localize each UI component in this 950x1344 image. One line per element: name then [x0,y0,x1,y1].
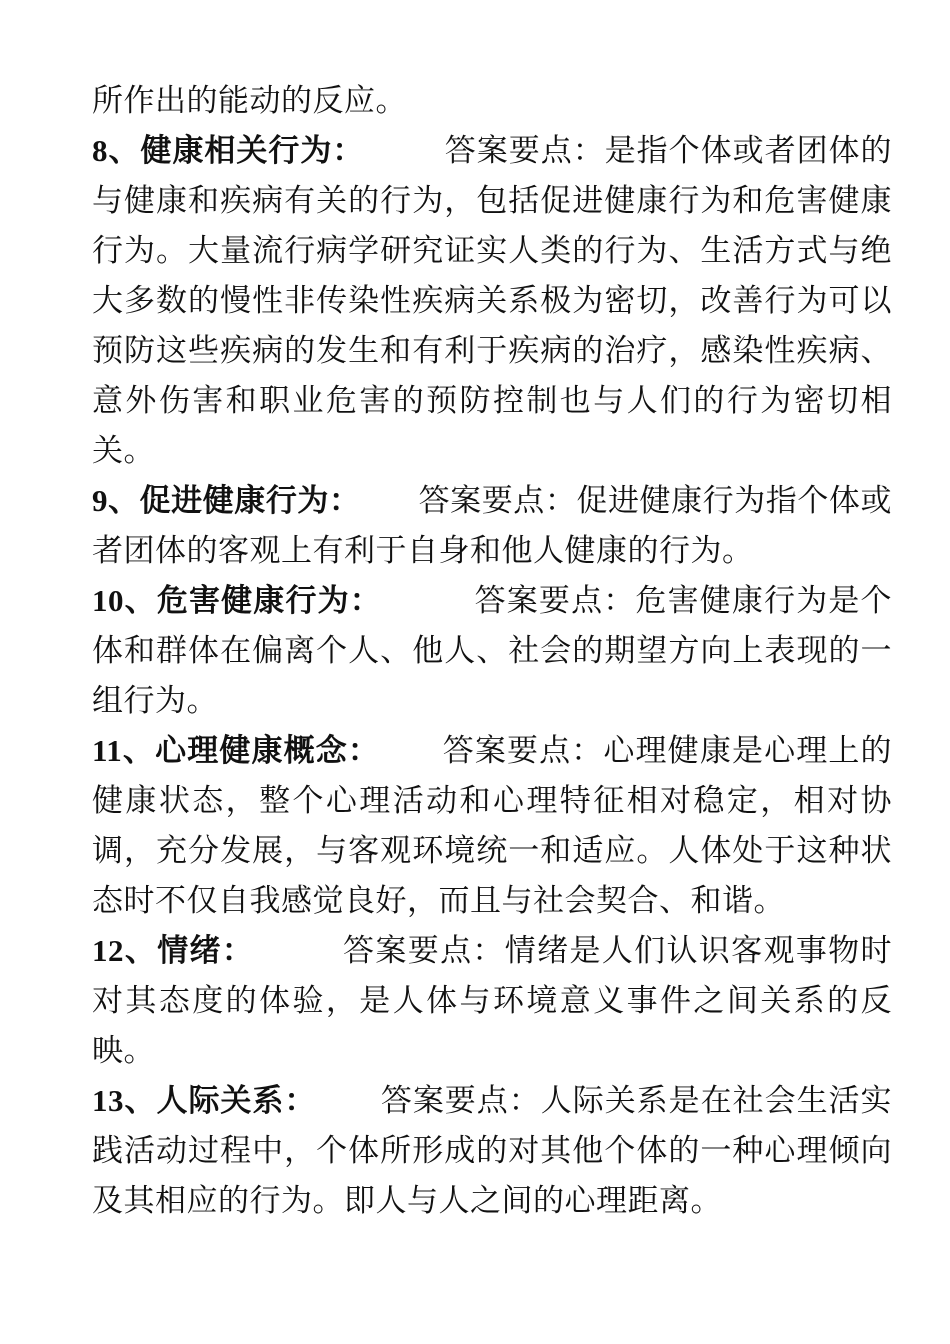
intro-paragraph [92,76,892,126]
item-term: 健康相关行为： [140,133,365,169]
answer-label: 答案要点： [418,483,577,519]
answer-text: 情绪是人们认识客观事物时对其态度的体验，是人体与环境意义事件之间关系的反映。 [92,933,893,1069]
answer-text: 促进健康行为指个体或者团体的客观上有利于自身和他人健康的行为。 [92,483,892,569]
document-page [92,76,892,1226]
item-separator: 、 [124,1083,157,1119]
item-term: 人际关系： [156,1083,317,1119]
item-11 [92,726,892,926]
item-separator: 、 [108,133,141,169]
answer-label: 答案要点： [473,583,636,619]
item-separator: 、 [124,933,158,969]
answer-label: 答案要点： [342,933,505,969]
answer-label: 答案要点： [380,1083,541,1119]
item-number: 9 [92,483,108,518]
item-term: 危害健康行为： [156,583,382,619]
answer-text: 危害健康行为是个体和群体在偏离个人、他人、社会的期望方向上表现的一组行为。 [92,583,893,719]
answer-text: 人际关系是在社会生活实践活动过程中，个体所形成的对其他个体的一种心理倾向及其相应的行为。即人与人之间的心理距离。 [92,1083,893,1219]
answer-text: 是指个体或者团体的与健康和疾病有关的行为，包括促进健康行为和危害健康行为。大量流行病学研究证实人类的行为、生活方式与绝大多数的慢性非传染性疾病关系极为密切，改善行为可以预防这些疾病的发生和有利于疾病的治疗，感染性疾病、意外伤害和职业危害的预防控制也与人们的行为密切相关。 [92,133,893,469]
item-separator: 、 [124,583,157,619]
item-number: 8 [92,133,108,168]
item-10 [92,576,892,726]
item-separator: 、 [108,483,140,519]
answer-label: 答案要点： [444,133,605,169]
item-8 [92,126,892,476]
answer-text: 心理健康是心理上的健康状态，整个心理活动和心理特征相对稳定，相对协调，充分发展，与客观环境统一和适应。人体处于这种状态时不仅自我感觉良好，而且与社会契合、和谐。 [92,733,893,919]
item-9 [92,476,892,576]
item-term: 情绪： [157,933,255,969]
item-separator: 、 [122,733,156,769]
item-number: 10 [92,583,124,618]
item-12 [92,926,892,1076]
item-number: 12 [92,933,124,968]
item-number: 11 [92,733,123,768]
item-13 [92,1076,892,1226]
item-number: 13 [92,1083,124,1118]
intro-text: 所作出的能动的反应。 [92,83,407,119]
item-term: 心理健康概念： [155,733,381,769]
item-term: 促进健康行为： [139,483,361,519]
answer-label: 答案要点： [442,733,604,769]
